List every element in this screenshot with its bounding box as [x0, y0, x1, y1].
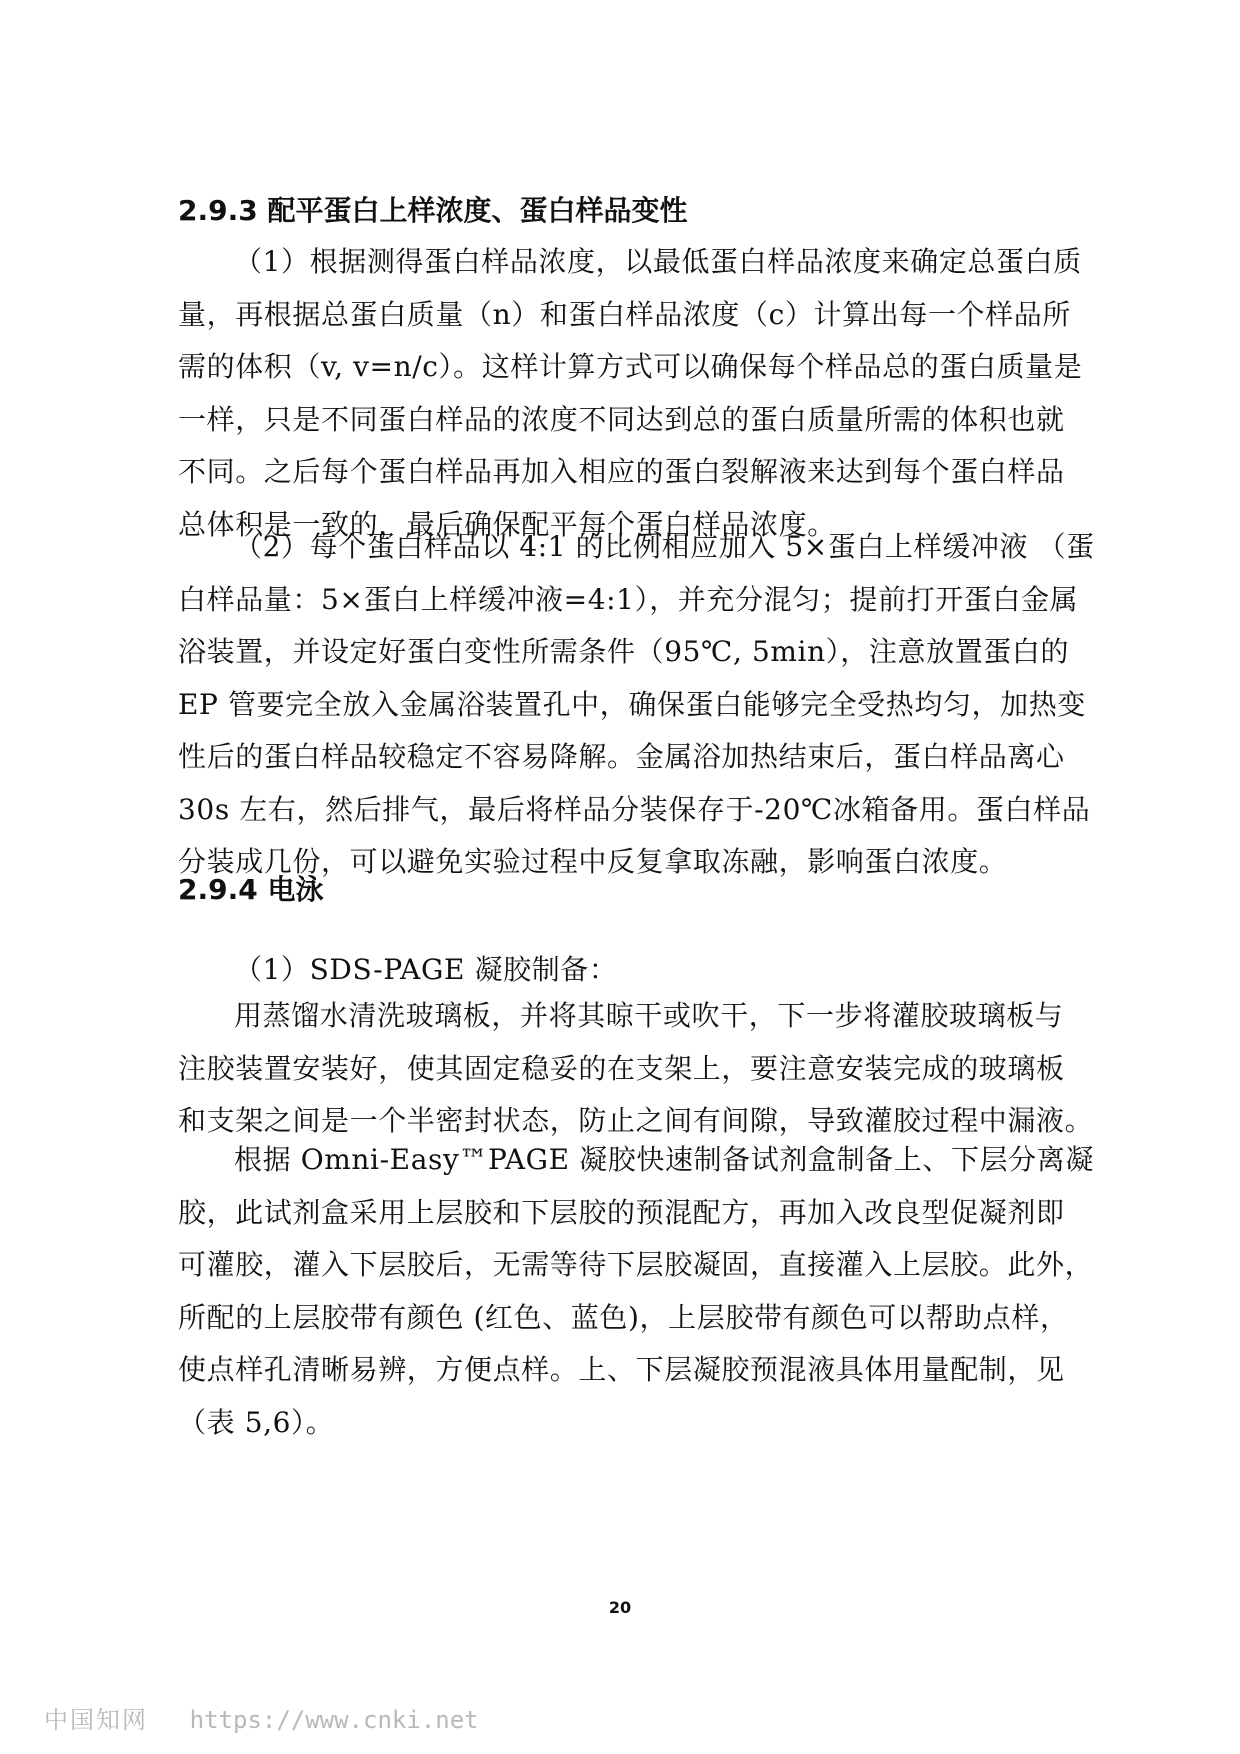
page-number: 20: [608, 1598, 632, 1617]
text-line: 不同。之后每个蛋白样品再加入相应的蛋白裂解液来达到每个蛋白样品: [178, 455, 1065, 488]
text-line: 根据 Omni-Easy™PAGE 凝胶快速制备试剂盒制备上、下层分离凝: [234, 1143, 1094, 1176]
paragraph-2-9-3-1: [178, 236, 1093, 551]
text-line: 30s 左右，然后排气，最后将样品分装保存于-20℃冰箱备用。蛋白样品: [178, 792, 1091, 826]
text-line: EP 管要完全放入金属浴装置孔中，确保蛋白能够完全受热均匀，加热变: [178, 687, 1086, 721]
text-line: 分装成几份，可以避免实验过程中反复拿取冻融，影响蛋白浓度。: [178, 845, 1008, 878]
cnki-watermark: [44, 1700, 479, 1735]
text-line: 总体积是一致的，最后确保配平每个蛋白样品浓度。: [178, 507, 836, 541]
text-line: 性后的蛋白样品较稳定不容易降解。金属浴加热结束后，蛋白样品离心: [178, 740, 1065, 773]
text-line: 用蒸馏水清洗玻璃板，并将其晾干或吹干，下一步将灌胶玻璃板与: [234, 999, 1064, 1032]
text-line: （1）SDS-PAGE 凝胶制备：: [234, 953, 618, 986]
subheading-sds-page: [178, 944, 1093, 997]
text-line: 胶，此试剂盒采用上层胶和下层胶的预混配方，再加入改良型促凝剂即: [178, 1195, 1065, 1229]
paragraph-2-9-4-1: [178, 990, 1093, 1148]
text-line: 浴装置，并设定好蛋白变性所需条件（95℃, 5min），注意放置蛋白的: [178, 635, 1070, 668]
text-line: 需的体积（v, v=n/c）。这样计算方式可以确保每个样品总的蛋白质量是: [178, 350, 1083, 383]
text-line: 白样品量：5×蛋白上样缓冲液=4:1），并充分混匀；提前打开蛋白金属: [178, 582, 1079, 616]
text-line: 使点样孔清晰易辨，方便点样。上、下层凝胶预混液具体用量配制，见: [178, 1353, 1065, 1386]
paragraph-2-9-4-2: [178, 1134, 1093, 1449]
watermark-url: https://www.cnki.net: [189, 1706, 479, 1734]
text-line: 和支架之间是一个半密封状态，防止之间有间隙，导致灌胶过程中漏液。: [178, 1104, 1094, 1137]
text-line: 一样，只是不同蛋白样品的浓度不同达到总的蛋白质量所需的体积也就: [178, 402, 1065, 436]
text-line: 量，再根据总蛋白质量（n）和蛋白样品浓度（c）计算出每一个样品所: [178, 297, 1071, 331]
text-line: （1）根据测得蛋白样品浓度，以最低蛋白样品浓度来确定总蛋白质: [234, 245, 1082, 278]
text-line: 可灌胶，灌入下层胶后，无需等待下层胶凝固，直接灌入上层胶。此外，: [178, 1248, 1094, 1281]
section-heading-2-9-4: 2.9.4 电泳: [178, 873, 324, 906]
text-line: 所配的上层胶带有颜色 (红色、蓝色)，上层胶带有颜色可以帮助点样，: [178, 1300, 1069, 1334]
watermark-brand: 中国知网: [44, 1706, 148, 1734]
paragraph-2-9-3-2: [178, 521, 1093, 889]
section-heading-2-9-3: 2.9.3 配平蛋白上样浓度、蛋白样品变性: [178, 194, 688, 227]
text-line: 注胶装置安装好，使其固定稳妥的在支架上，要注意安装完成的玻璃板: [178, 1051, 1065, 1085]
text-line: （2）每个蛋白样品以 4:1 的比例相应加入 5×蛋白上样缓冲液 （蛋: [234, 530, 1095, 563]
text-line: （表 5,6）。: [178, 1405, 335, 1439]
